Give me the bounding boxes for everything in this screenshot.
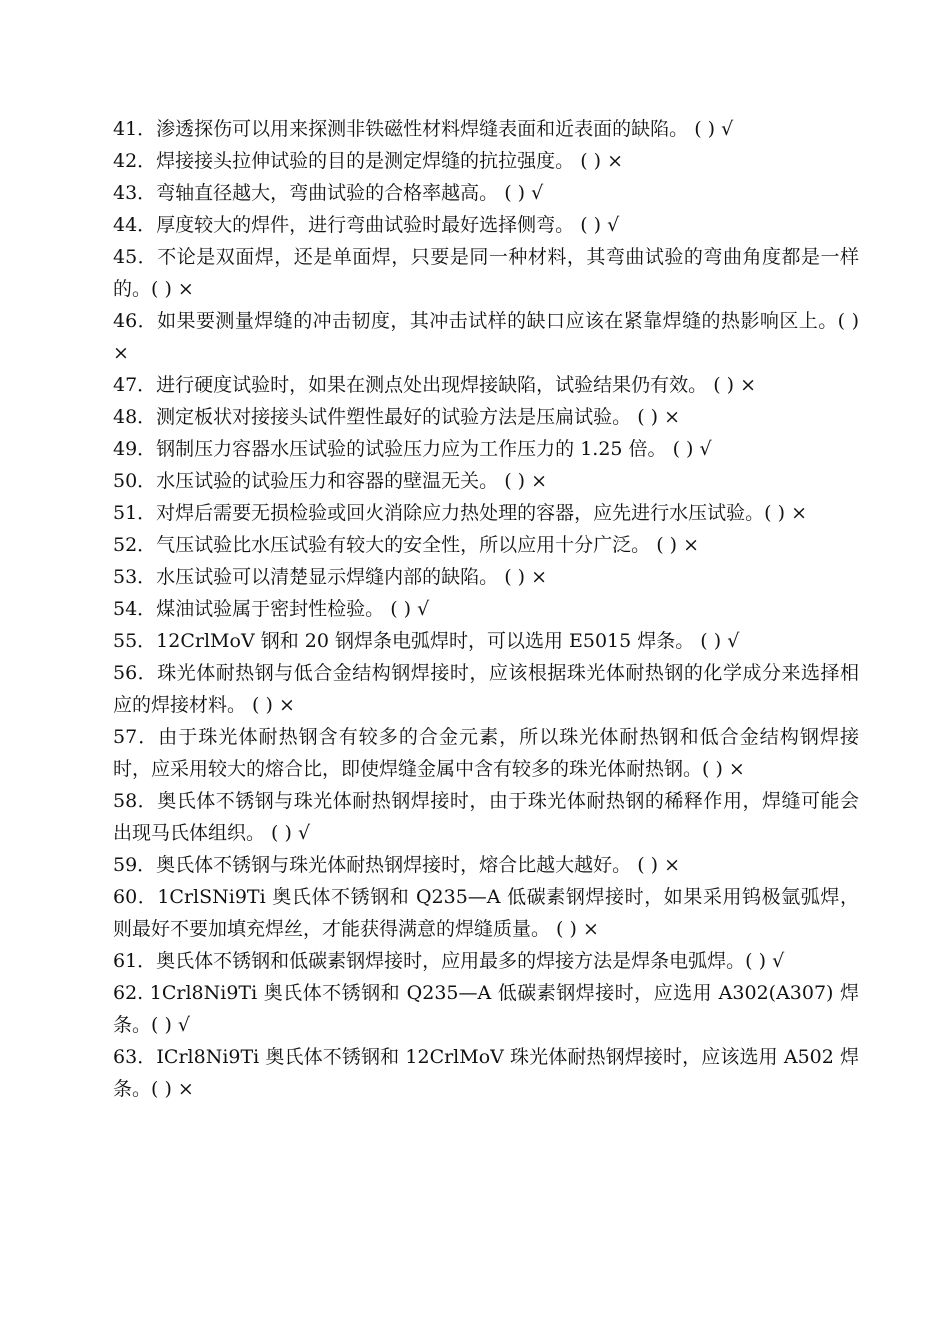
question-45: 45．不论是双面焊，还是单面焊，只要是同一种材料，其弯曲试验的弯曲角度都是一样的。( ) × [113, 246, 859, 300]
question-61: 61．奥氏体不锈钢和低碳素钢焊接时，应用最多的焊接方法是焊条电弧焊。( ) √ [113, 950, 785, 972]
question-49: 49．钢制压力容器水压试验的试验压力应为工作压力的 1.25 倍。 ( ) √ [113, 438, 712, 460]
question-53: 53．水压试验可以清楚显示焊缝内部的缺陷。 ( ) × [113, 566, 548, 588]
question-57: 57．由于珠光体耐热钢含有较多的合金元素，所以珠光体耐热钢和低合金结构钢焊接时，应采用较大的熔合比，即使焊缝金属中含有较多的珠光体耐热钢。( ) × [113, 726, 859, 780]
document-page [113, 113, 859, 1105]
question-63: 63．ICrl8Ni9Ti 奥氏体不锈钢和 12CrlMoV 珠光体耐热钢焊接时，应该选用 A502 焊条。( ) × [113, 1046, 859, 1100]
question-41: 41．渗透探伤可以用来探测非铁磁性材料焊缝表面和近表面的缺陷。 ( ) √ [113, 118, 734, 140]
question-50: 50．水压试验的试验压力和容器的壁温无关。 ( ) × [113, 470, 548, 492]
question-48: 48．测定板状对接接头试件塑性最好的试验方法是压扁试验。 ( ) × [113, 406, 681, 428]
question-43: 43．弯轴直径越大，弯曲试验的合格率越高。 ( ) √ [113, 182, 544, 204]
question-47: 47．进行硬度试验时，如果在测点处出现焊接缺陷，试验结果仍有效。 ( ) × [113, 374, 757, 396]
question-62: 62. 1Crl8Ni9Ti 奥氏体不锈钢和 Q235—A 低碳素钢焊接时，应选用 A302(A307) 焊条。( ) √ [113, 982, 859, 1036]
question-51: 51．对焊后需要无损检验或回火消除应力热处理的容器，应先进行水压试验。( ) × [113, 502, 808, 524]
question-52: 52．气压试验比水压试验有较大的安全性，所以应用十分广泛。 ( ) × [113, 534, 700, 556]
question-56: 56．珠光体耐热钢与低合金结构钢焊接时，应该根据珠光体耐热钢的化学成分来选择相应的焊接材料。 ( ) × [113, 662, 859, 716]
question-55: 55．12CrlMoV 钢和 20 钢焊条电弧焊时，可以选用 E5015 焊条。 ( ) √ [113, 630, 740, 652]
question-46: 46．如果要测量焊缝的冲击韧度，其冲击试样的缺口应该在紧靠焊缝的热影响区上。( ) × [113, 310, 859, 364]
question-59: 59．奥氏体不锈钢与珠光体耐热钢焊接时，熔合比越大越好。 ( ) × [113, 854, 681, 876]
question-58: 58．奥氏体不锈钢与珠光体耐热钢焊接时，由于珠光体耐热钢的稀释作用，焊缝可能会出现马氏体组织。 ( ) √ [113, 790, 859, 844]
question-42: 42．焊接接头拉伸试验的目的是测定焊缝的抗拉强度。 ( ) × [113, 150, 624, 172]
question-44: 44．厚度较大的焊件，进行弯曲试验时最好选择侧弯。 ( ) √ [113, 214, 620, 236]
question-60: 60．1CrlSNi9Ti 奥氏体不锈钢和 Q235—A 低碳素钢焊接时，如果采用钨极氩弧焊，则最好不要加填充焊丝，才能获得满意的焊缝质量。 ( ) × [113, 886, 859, 940]
question-54: 54．煤油试验属于密封性检验。 ( ) √ [113, 598, 430, 620]
